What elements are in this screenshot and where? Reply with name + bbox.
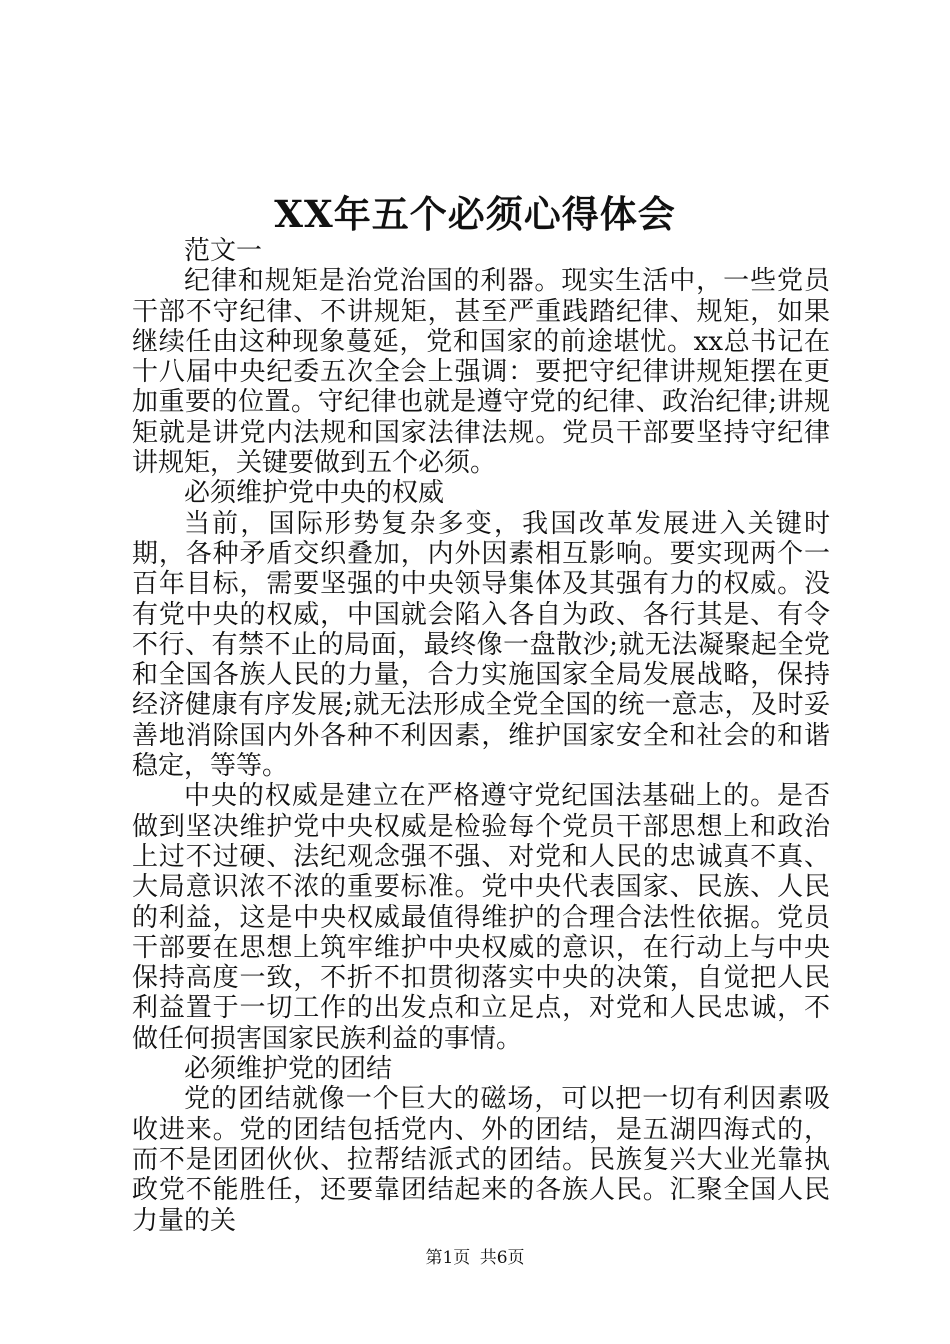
page-footer [0,1243,950,1268]
page-number: 第1页 [425,1248,471,1268]
document-title: XX年五个必须心得体会 [274,192,676,236]
body-paragraph: 当前，国际形势复杂多变，我国改革发展进入关键时期，各种矛盾交织叠加，内外因素相互影响。要实现两个一百年目标，需要坚强的中央领导集体及其强有力的权威。没有党中央的权威，中国就会陷入各自为政、各行其是、有令不行、有禁不止的局面，最终像一盘散沙;就无法凝聚起全党和全国各族人民的力量，合力实施国家全局发展战略，保持经济健康有序发展;就无法形成全党全国的统一意志，及时妥善地消除国内外各种不利因素，维护国家安全和社会的和谐稳定，等等。 [132,508,830,782]
body-paragraph: 纪律和规矩是治党治国的利器。现实生活中，一些党员干部不守纪律、不讲规矩，甚至严重践踏纪律、规矩，如果继续任由这种现象蔓延，党和国家的前途堪忧。xx总书记在十八届中央纪委五次全会上强调：要把守纪律讲规矩摆在更加重要的位置。守纪律也就是遵守党的纪律、政治纪律;讲规矩就是讲党内法规和国家法律法规。党员干部要坚持守纪律讲规矩，关键要做到五个必须。 [132,266,830,479]
section-label: 范文一 [184,236,263,266]
section-heading: 必须维护党的团结 [184,1054,393,1085]
page-total: 共6页 [479,1248,525,1268]
body-paragraph: 党的团结就像一个巨大的磁场，可以把一切有利因素吸收进来。党的团结包括党内、外的团结，是五湖四海式的，而不是团团伙伙、拉帮结派式的团结。民族复兴大业光靠执政党不能胜任，还要靠团结起来的各族人民。汇聚全国人民力量的关 [132,1084,830,1236]
body-paragraph: 中央的权威是建立在严格遵守党纪国法基础上的。是否做到坚决维护党中央权威是检验每个党员干部思想上和政治上过不过硬、法纪观念强不强、对党和人民的忠诚真不真、大局意识浓不浓的重要标准。党中央代表国家、民族、人民的利益，这是中央权威最值得维护的合理合法性依据。党员干部要在思想上筑牢维护中央权威的意识，在行动上与中央保持高度一致，不折不扣贯彻落实中央的决策，自觉把人民利益置于一切工作的出发点和立足点，对党和人民忠诚，不做任何损害国家民族利益的事情。 [132,781,830,1054]
document-body [132,236,830,1236]
section-heading: 必须维护党中央的权威 [184,478,445,509]
